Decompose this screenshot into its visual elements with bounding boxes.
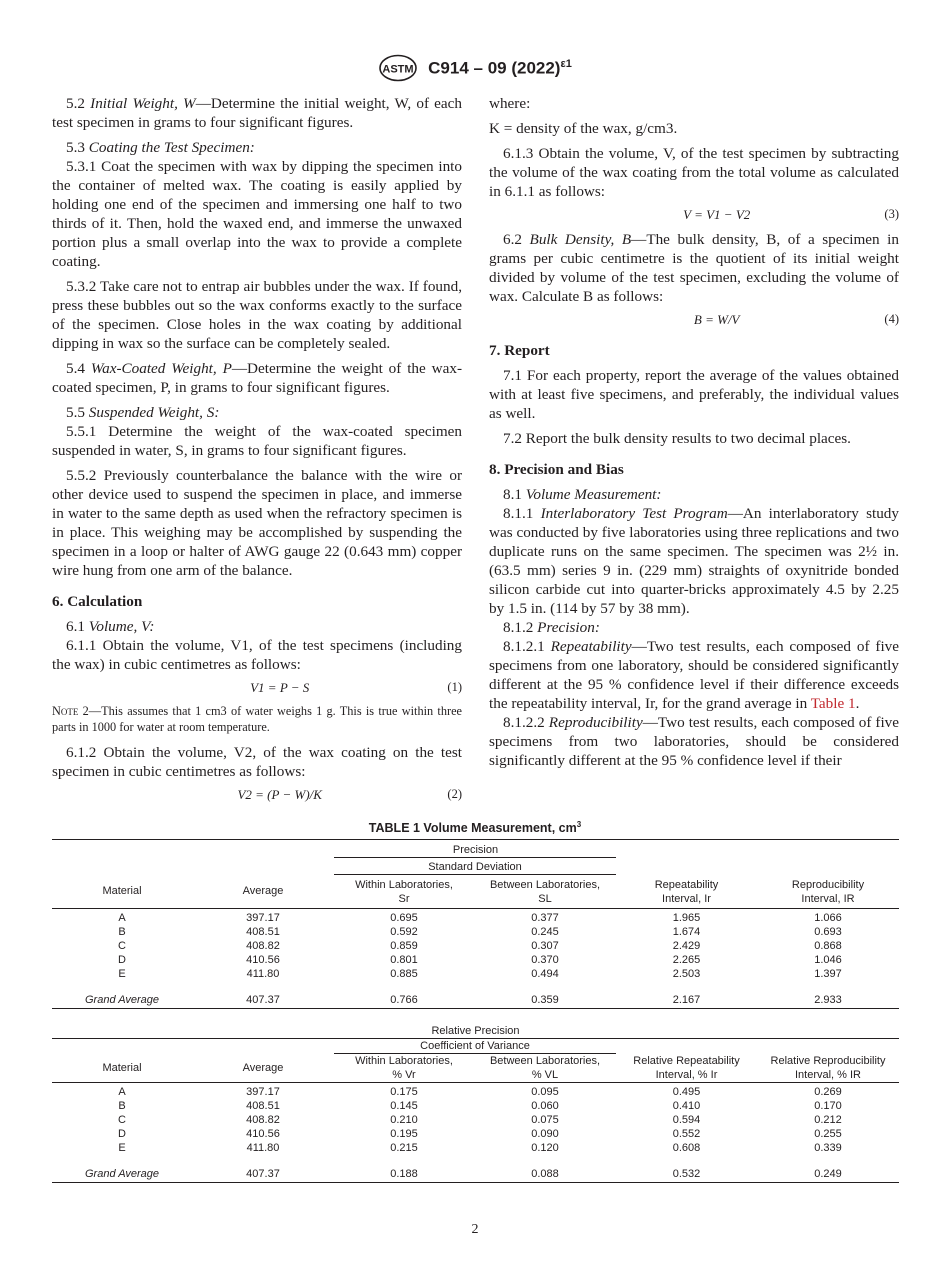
precision-cell: E (118, 968, 126, 980)
relative-row (52, 1099, 899, 1113)
precision-cell: 0.885 (390, 968, 418, 980)
rel-header-material: Material (102, 1061, 142, 1074)
precision-cell: A (118, 912, 126, 924)
header-material: Material (102, 885, 142, 898)
precision-spacer (52, 981, 899, 993)
precision-cell: 408.51 (246, 926, 280, 938)
k-definition: K = density of the wax, g/cm3. (489, 120, 678, 137)
para-8-1-2: 8.1.2 Precision: (503, 619, 600, 636)
coef-var-group-label: Coefficient of Variance (334, 1039, 616, 1054)
equation-3: V = V1 − V2 (3) (683, 207, 899, 222)
relative-grand-cell: 0.249 (814, 1168, 842, 1180)
para-8-1-1: 8.1.1 Interlaboratory Test Program—An interlaboratory study was conducted by five laboratories using three replications and two duplicate runs on the same specimen. The specimen was 2½ in. (63.5 mm) series 9 in. (229 mm) straights of oxynitride bonded silicon carbide cut into quarter-bricks approximately 4.5 by 2.25 by 1.5 in. (114 by 57 by 38 mm). (489, 505, 899, 617)
precision-cell: 0.245 (531, 926, 559, 938)
relative-precision-table (52, 1024, 899, 1183)
para-5-3: 5.3 Coating the Test Specimen: (66, 139, 255, 156)
relative-cell: 0.075 (531, 1114, 559, 1126)
relative-cell: B (118, 1100, 126, 1112)
precision-cell: 408.82 (246, 940, 280, 952)
para-6-1-3: 6.1.3 Obtain the volume, V, of the test specimen by subtracting the volume of the wax coating from the total volume as calculated in 6.1.1 as follows: (489, 145, 899, 200)
rel-header-reprod-2: Interval, % IR (794, 1069, 862, 1081)
precision-cell: 1.066 (814, 912, 842, 924)
relative-row (52, 1113, 899, 1127)
precision-cell: 1.046 (814, 954, 842, 966)
relative-grand-cell: 0.532 (672, 1168, 701, 1180)
relative-cell: 0.145 (390, 1100, 418, 1112)
relative-cell: 0.060 (531, 1100, 559, 1112)
relative-cell: 0.120 (531, 1142, 559, 1154)
precision-grand-cell: 0.359 (531, 994, 559, 1006)
precision-cell: 410.56 (246, 954, 280, 966)
precision-grand-average-row (52, 993, 899, 1009)
relative-cell: 411.80 (246, 1142, 280, 1154)
section-8-heading: 8. Precision and Bias (489, 461, 624, 478)
header-reprod-2: Interval, IR (801, 893, 855, 905)
relative-cell: 0.495 (672, 1086, 701, 1098)
precision-cell: 2.265 (672, 954, 701, 966)
rel-header-within-2: % Vr (392, 1069, 416, 1081)
right-column (489, 94, 899, 770)
precision-cell: 0.494 (531, 968, 559, 980)
relative-cell: 408.82 (246, 1114, 280, 1126)
precision-cell: 0.859 (390, 940, 418, 952)
relative-cell: D (118, 1128, 126, 1140)
header-reprod-1: Reproducibility (791, 878, 865, 891)
precision-cell: B (118, 926, 126, 938)
para-5-2: 5.2 Initial Weight, W—Determine the initial weight, W, of each test specimen in grams to four significant figures. (52, 95, 462, 131)
rel-header-repeat-2: Interval, % Ir (655, 1069, 718, 1081)
rel-header-between-2: % VL (531, 1069, 559, 1081)
rel-header-between-1: Between Laboratories, (474, 1054, 616, 1069)
precision-cell: 0.377 (531, 912, 559, 924)
precision-row (52, 925, 899, 939)
header-within-1: Within Laboratories, (334, 875, 474, 893)
relative-cell: 0.212 (814, 1114, 842, 1126)
para-5-5-1: 5.5.1 Determine the weight of the wax-coated specimen suspended in water, S, in grams to four significant figures. (52, 423, 462, 459)
section-7-heading: 7. Report (489, 342, 550, 359)
header-between-1: Between Laboratories, (474, 875, 616, 893)
precision-cell: 0.801 (390, 954, 418, 966)
precision-cell: 0.592 (390, 926, 418, 938)
para-5-4: 5.4 Wax-Coated Weight, P—Determine the weight of the wax-coated specimen, P, in grams to four significant figures. (52, 360, 463, 396)
precision-row (52, 909, 899, 926)
logo-text: ASTM (382, 63, 414, 76)
epsilon-marker: ε1 (560, 57, 572, 70)
relative-row (52, 1127, 899, 1141)
precision-grand-cell: 407.37 (246, 994, 280, 1006)
precision-cell: 0.370 (531, 954, 559, 966)
relative-cell: 0.594 (672, 1114, 701, 1126)
relative-spacer (52, 1155, 899, 1167)
document-id: C914 – 09 $(2022)^{\varepsilon 1}$ (428, 57, 572, 78)
precision-cell: 397.17 (246, 912, 280, 924)
relative-cell: 0.552 (672, 1128, 701, 1140)
relative-cell: 0.410 (672, 1100, 701, 1112)
relative-grand-average-row (52, 1167, 899, 1183)
relative-cell: 0.195 (390, 1128, 418, 1140)
relative-cell: 0.608 (672, 1142, 701, 1154)
relative-cell: 410.56 (246, 1128, 280, 1140)
precision-grand-cell: 2.167 (672, 994, 701, 1006)
relative-row (52, 1141, 899, 1155)
precision-table (52, 839, 899, 1009)
std-dev-group-label: Standard Deviation (334, 858, 616, 875)
relative-cell: A (118, 1086, 126, 1098)
relative-cell: 0.339 (814, 1142, 842, 1154)
precision-grand-cell: 0.766 (390, 994, 418, 1006)
relative-row (52, 1083, 899, 1100)
header-repeat-1: Repeatability (654, 878, 719, 891)
precision-cell: C (118, 940, 126, 952)
para-8-1-2-2: 8.1.2.2 Reproducibility—Two test results, each composed of five specimens from two laboratories, should be considered significantly different at the 95 % confidence level if their (489, 714, 900, 769)
left-column (52, 94, 462, 810)
relative-cell: 397.17 (246, 1086, 280, 1098)
para-6-1: 6.1 Volume, V: (66, 618, 155, 635)
relative-grand-cell: 0.188 (390, 1168, 418, 1180)
precision-grand-cell: Grand Average (85, 994, 159, 1006)
header-repeat-2: Interval, Ir (662, 893, 711, 905)
relative-cell: 0.210 (390, 1114, 418, 1126)
relative-grand-cell: 407.37 (246, 1168, 280, 1180)
para-6-1-1: 6.1.1 Obtain the volume, V1, of the test specimens (including the wax) in cubic centimetres as follows: (52, 637, 462, 673)
precision-cell: 0.868 (814, 940, 842, 952)
para-6-2: 6.2 Bulk Density, B—The bulk density, B, of a specimen in grams per cubic centimetre is the quotient of its initial weight divided by volume of the test specimen, excluding the volume of wax. Calculate B as follows: (489, 231, 899, 305)
note-2: Note 2—This assumes that 1 cm3 of water weighs 1 g. This is true within three parts in 1000 for water at room temperature. (52, 704, 462, 734)
rel-header-reprod-1: Relative Reproducibility (770, 1054, 886, 1067)
precision-row (52, 939, 899, 953)
para-5-3-1: 5.3.1 Coat the specimen with wax by dipping the specimen into the container of melted wax. The coating is easily applied by holding one end of the specimen and immersing one half to two thirds of it. Then, hold the waxed end, and immerse the unwaxed portion plus a small overlap into the wax to provide a complete coating. (52, 158, 462, 270)
para-7-2: 7.2 Report the bulk density results to two decimal places. (503, 430, 851, 447)
rel-header-average: Average (242, 1061, 284, 1074)
astm-logo-icon (378, 54, 418, 82)
precision-section-label: Precision (452, 844, 499, 856)
relative-cell: E (118, 1142, 126, 1154)
precision-row (52, 953, 899, 967)
where-label: where: (489, 95, 531, 112)
precision-cell: 1.674 (672, 926, 701, 938)
rel-header-within-1: Within Laboratories, (334, 1054, 474, 1069)
para-5-5: 5.5 Suspended Weight, S: (66, 404, 220, 421)
precision-cell: D (118, 954, 126, 966)
para-5-3-2: 5.3.2 Take care not to entrap air bubbles under the wax. If found, press these bubbles out so the wax conforms exactly to the surface of the specimen. Close holes in the wax coating by additional dipping in wax so the surface can be completely sealed. (52, 278, 462, 352)
header-between-2: SL (538, 893, 552, 905)
precision-grand-cell: 2.933 (814, 994, 842, 1006)
equation-1: V1 = P − S (1) (250, 680, 462, 695)
relative-cell: 0.095 (531, 1086, 559, 1098)
para-7-1: 7.1 For each property, report the average of the values obtained with at least five specimens, and preferably, the individual values as well. (489, 367, 899, 422)
relative-cell: 0.255 (814, 1128, 842, 1140)
relative-cell: 408.51 (246, 1100, 280, 1112)
precision-cell: 1.965 (672, 912, 701, 924)
equation-4: B = W/V (4) (693, 312, 899, 327)
precision-cell: 0.307 (531, 940, 559, 952)
precision-cell: 1.397 (814, 968, 842, 980)
table-1-link[interactable]: Table 1 (810, 695, 856, 712)
relative-grand-cell: Grand Average (85, 1168, 159, 1180)
relative-cell: 0.170 (814, 1100, 842, 1112)
relative-cell: 0.175 (390, 1086, 418, 1098)
header-within-2: Sr (398, 893, 410, 905)
header-average: Average (242, 885, 284, 898)
precision-cell: 411.80 (246, 968, 280, 980)
relative-cell: 0.269 (814, 1086, 842, 1098)
relative-cell: 0.090 (531, 1128, 559, 1140)
para-8-1-2-1: 8.1.2.1 Repeatability—Two test results, each composed of five specimens from one laboratory, should be considered significantly different at the 95 % confidence level if their difference exceeds the repeatability interval, Ir, for the grand average in Table 1. (489, 638, 899, 712)
page-number: 2 (471, 1222, 479, 1237)
para-8-1: 8.1 Volume Measurement: (503, 486, 662, 503)
section-6-heading: 6. Calculation (52, 593, 143, 610)
para-6-1-2: 6.1.2 Obtain the volume, V2, of the wax coating on the test specimen in cubic centimetres as follows: (52, 744, 462, 780)
rel-header-repeat-1: Relative Repeatability (633, 1054, 740, 1067)
equation-2: V2 = (P − W)/K (2) (237, 787, 462, 802)
precision-cell: 2.429 (672, 940, 701, 952)
precision-row (52, 967, 899, 981)
precision-cell: 2.503 (672, 968, 701, 980)
precision-cell: 0.695 (390, 912, 418, 924)
relative-cell: C (118, 1114, 126, 1126)
page-header (0, 54, 950, 84)
table-1-title: TABLE 1 Volume Measurement, $cm^3$ (368, 820, 582, 836)
precision-cell: 0.693 (814, 926, 842, 938)
relative-cell: 0.215 (390, 1142, 418, 1154)
para-5-5-2: 5.5.2 Previously counterbalance the balance with the wire or other device used to suspend the specimen in place, and immerse in water to the same depth as used when the refractory specimen is in place. This weighing may be accomplished by suspending the specimen in a loop or halter of AWG gauge 22 (0.643 mm) copper wire hung from one arm of the balance. (52, 467, 462, 579)
relative-section-label: Relative Precision (431, 1025, 520, 1037)
relative-grand-cell: 0.088 (531, 1168, 559, 1180)
